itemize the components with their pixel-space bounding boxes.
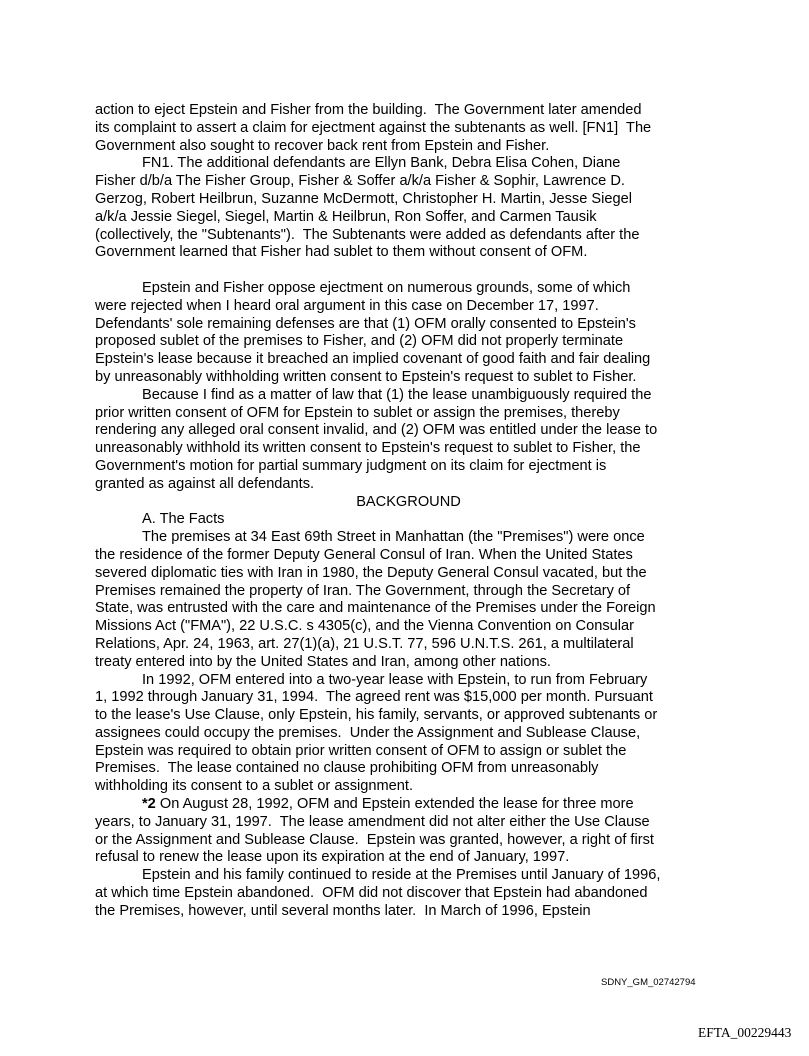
body-line: Premises remained the property of Iran. The Government, through the Secretary of <box>95 582 631 599</box>
body-line: Epstein and Fisher oppose ejectment on numerous grounds, some of which <box>142 279 631 296</box>
body-line: 1, 1992 through January 31, 1994. The agreed rent was $15,000 per month. Pursuant <box>95 689 653 706</box>
body-line-text: On August 28, 1992, OFM and Epstein extended the lease for three more <box>155 796 634 813</box>
subsection-heading: A. The Facts <box>142 511 225 528</box>
body-line: Epstein and his family continued to reside at the Premises until January of 1996, <box>142 867 661 884</box>
body-line: Government's motion for partial summary judgment on its claim for ejectment is <box>95 457 607 474</box>
body-line: action to eject Epstein and Fisher from the building. The Government later amended <box>95 102 642 118</box>
body-line: Because I find as a matter of law that (1) the lease unambiguously required the <box>142 386 652 403</box>
star-page-marker: *2 <box>142 796 156 813</box>
body-line: refusal to renew the lease upon its expiration at the end of January, 1997. <box>95 849 570 866</box>
body-line: Epstein was required to obtain prior written consent of OFM to assign or sublet the <box>95 742 627 759</box>
body-line: Government also sought to recover back rent from Epstein and Fisher. <box>95 137 550 154</box>
body-line: at which time Epstein abandoned. OFM did not discover that Epstein had abandoned <box>95 885 648 902</box>
body-line: State, was entrusted with the care and maintenance of the Premises under the Foreign <box>95 600 656 617</box>
body-line <box>95 796 705 814</box>
body-line: its complaint to assert a claim for ejectment against the subtenants as well. [FN1] The <box>95 119 652 136</box>
footnote-line: FN1. The additional defendants are Ellyn Bank, Debra Elisa Cohen, Diane <box>142 155 621 172</box>
body-line: prior written consent of OFM for Epstein to sublet or assign the premises, thereby <box>95 404 620 421</box>
body-line: withholding its consent to a sublet or assignment. <box>95 778 413 795</box>
footnote-line: Fisher d/b/a The Fisher Group, Fisher & Soffer a/k/a Fisher & Sophir, Lawrence D. <box>95 173 625 190</box>
body-line: by unreasonably withholding written consent to Epstein's request to sublet to Fisher. <box>95 368 637 385</box>
document-body <box>95 102 705 921</box>
body-line: granted as against all defendants. <box>95 475 315 492</box>
body-line: Missions Act ("FMA"), 22 U.S.C. s 4305(c), and the Vienna Convention on Consular <box>95 618 634 635</box>
footnote-line: Government learned that Fisher had sublet to them without consent of OFM. <box>95 244 588 261</box>
body-line: Defendants' sole remaining defenses are that (1) OFM orally consented to Epstein's <box>95 315 636 332</box>
footnote-line: a/k/a Jessie Siegel, Siegel, Martin & Heilbrun, Ron Soffer, and Carmen Tausik <box>95 208 597 225</box>
body-line: Relations, Apr. 24, 1963, art. 27(1)(a), 21 U.S.T. 77, 596 U.N.T.S. 261, a multilateral <box>95 635 634 652</box>
body-line: Epstein's lease because it breached an implied covenant of good faith and fair dealing <box>95 351 651 368</box>
section-heading: BACKGROUND <box>356 493 461 510</box>
efta-number: EFTA_00229443 <box>698 1025 792 1040</box>
body-line: Premises. The lease contained no clause prohibiting OFM from unreasonably <box>95 760 599 777</box>
body-line: treaty entered into by the United States and Iran, among other nations. <box>95 653 551 670</box>
body-line: or the Assignment and Sublease Clause. Epstein was granted, however, a right of first <box>95 831 654 848</box>
blank-line <box>95 262 705 280</box>
footnote-line: (collectively, the "Subtenants"). The Subtenants were added as defendants after the <box>95 226 640 243</box>
body-line: unreasonably withhold its written consent to Epstein's request to sublet to Fisher, the <box>95 440 641 457</box>
body-line: assignees could occupy the premises. Under the Assignment and Sublease Clause, <box>95 724 641 741</box>
body-line: years, to January 31, 1997. The lease amendment did not alter either the Use Clause <box>95 813 650 830</box>
body-line: to the lease's Use Clause, only Epstein, his family, servants, or approved subtenants or <box>95 707 658 724</box>
bates-number: SDNY_GM_02742794 <box>601 977 696 988</box>
body-line: In 1992, OFM entered into a two-year lease with Epstein, to run from February <box>142 671 648 688</box>
body-line: were rejected when I heard oral argument in this case on December 17, 1997. <box>95 297 599 314</box>
body-line: The premises at 34 East 69th Street in Manhattan (the "Premises") were once <box>142 529 645 546</box>
body-line: the Premises, however, until several months later. In March of 1996, Epstein <box>95 902 591 919</box>
body-line: the residence of the former Deputy General Consul of Iran. When the United States <box>95 546 633 563</box>
footnote-line: Gerzog, Robert Heilbrun, Suzanne McDermott, Christopher H. Martin, Jesse Siegel <box>95 190 632 207</box>
body-line: severed diplomatic ties with Iran in 1980, the Deputy General Consul vacated, but the <box>95 564 647 581</box>
body-line: proposed sublet of the premises to Fisher, and (2) OFM did not properly terminate <box>95 333 624 350</box>
body-line: rendering any alleged oral consent invalid, and (2) OFM was entitled under the lease to <box>95 422 658 439</box>
